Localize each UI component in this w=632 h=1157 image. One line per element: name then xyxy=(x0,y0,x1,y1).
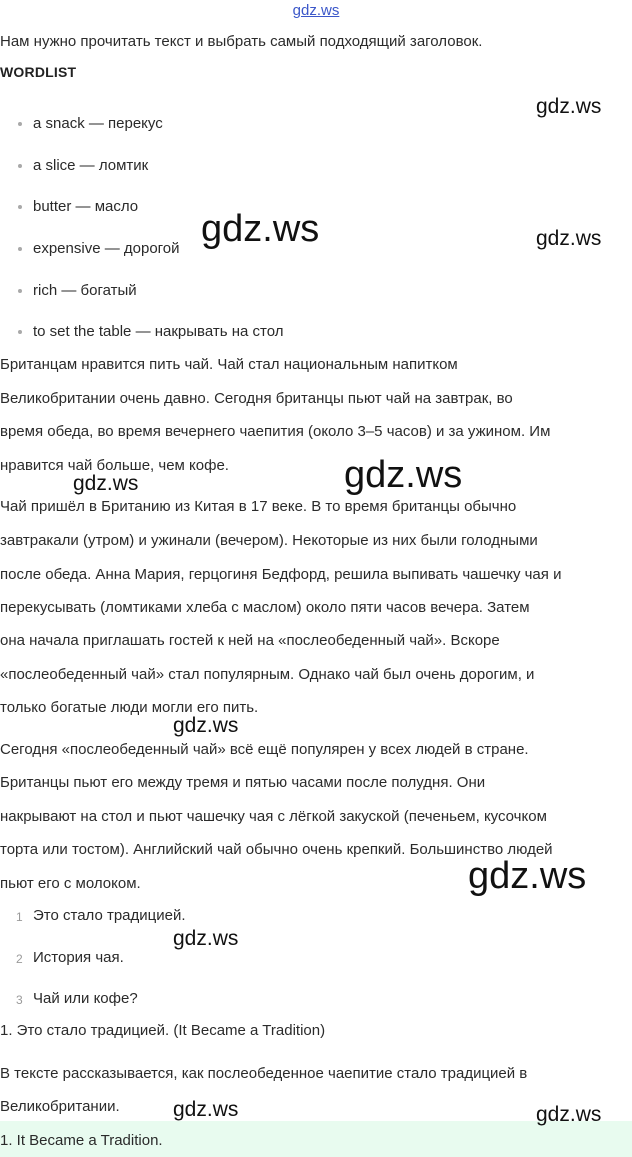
answer-line: 1. Это стало традицией. (It Became a Tradition) xyxy=(0,1022,326,1039)
option-item: 3 Чай или кофе? xyxy=(16,990,138,1007)
top-watermark-link[interactable]: gdz.ws xyxy=(292,2,340,19)
watermark-text: gdz.ws xyxy=(468,855,587,897)
option-item: 1 Это стало традицией. xyxy=(16,907,186,924)
final-answer-text: 1. It Became a Tradition. xyxy=(0,1132,163,1149)
paragraph-2-line: завтракали (утром) и ужинали (вечером). Некоторые из них были голодными xyxy=(0,532,538,549)
paragraph-3-line: Сегодня «послеобеденный чай» всё ещё популярен у всех людей в стране. xyxy=(0,741,529,758)
watermark-text: gdz.ws xyxy=(536,227,602,250)
wordlist-item: a snack — перекус xyxy=(18,114,163,134)
wordlist-item: rich — богатый xyxy=(18,281,137,301)
wordlist-item: a slice — ломтик xyxy=(18,156,148,176)
bullet-icon xyxy=(18,289,22,293)
watermark-text: gdz.ws xyxy=(173,714,239,737)
watermark-text: gdz.ws xyxy=(173,1098,239,1121)
bullet-icon xyxy=(18,247,22,251)
bullet-icon xyxy=(18,122,22,126)
paragraph-3-line: накрывают на стол и пьют чашечку чая с лёгкой закуской (печеньем, кусочком xyxy=(0,808,547,825)
paragraph-1-line: нравится чай больше, чем кофе. xyxy=(0,457,229,474)
explanation-line: Великобритании. xyxy=(0,1098,120,1115)
wordlist-item: to set the table — накрывать на стол xyxy=(18,322,283,342)
paragraph-1-line: время обеда, во время вечернего чаепития (около 3–5 часов) и за ужином. Им xyxy=(0,423,551,440)
paragraph-2-line: Чай пришёл в Британию из Китая в 17 веке. В то время британцы обычно xyxy=(0,498,517,515)
paragraph-2-line: только богатые люди могли его пить. xyxy=(0,699,259,716)
paragraph-2-line: перекусывать (ломтиками хлеба с маслом) около пяти часов вечера. Затем xyxy=(0,599,530,616)
wordlist-item: expensive — дорогой xyxy=(18,239,180,259)
watermark-text: gdz.ws xyxy=(173,927,239,950)
watermark-text: gdz.ws xyxy=(201,208,320,250)
paragraph-2-line: после обеда. Анна Мария, герцогиня Бедфорд, решила выпивать чашечку чая и xyxy=(0,566,562,583)
wordlist-heading: WORDLIST xyxy=(0,64,77,80)
paragraph-2-line: «послеобеденный чай» стал популярным. Однако чай был очень дорогим, и xyxy=(0,666,535,683)
bullet-icon xyxy=(18,164,22,168)
paragraph-1-line: Великобритании очень давно. Сегодня британцы пьют чай на завтрак, во xyxy=(0,390,513,407)
paragraph-3-line: пьют его с молоком. xyxy=(0,875,141,892)
option-item: 2 История чая. xyxy=(16,949,124,966)
paragraph-1-line: Британцам нравится пить чай. Чай стал национальным напитком xyxy=(0,356,458,373)
wordlist-item: butter — масло xyxy=(18,197,138,217)
watermark-text: gdz.ws xyxy=(536,1103,602,1126)
paragraph-2-line: она начала приглашать гостей к ней на «послеобеденный чай». Вскоре xyxy=(0,632,500,649)
paragraph-3-line: торта или тостом). Английский чай обычно очень крепкий. Большинство людей xyxy=(0,841,553,858)
watermark-text: gdz.ws xyxy=(344,454,463,496)
paragraph-3-line: Британцы пьют его между тремя и пятью часами после полудня. Они xyxy=(0,774,486,791)
explanation-line: В тексте рассказывается, как послеобеденное чаепитие стало традицией в xyxy=(0,1065,528,1082)
bullet-icon xyxy=(18,205,22,209)
watermark-text: gdz.ws xyxy=(73,472,139,495)
watermark-text: gdz.ws xyxy=(536,95,602,118)
bullet-icon xyxy=(18,330,22,334)
intro-text: Нам нужно прочитать текст и выбрать самый подходящий заголовок. xyxy=(0,33,483,50)
